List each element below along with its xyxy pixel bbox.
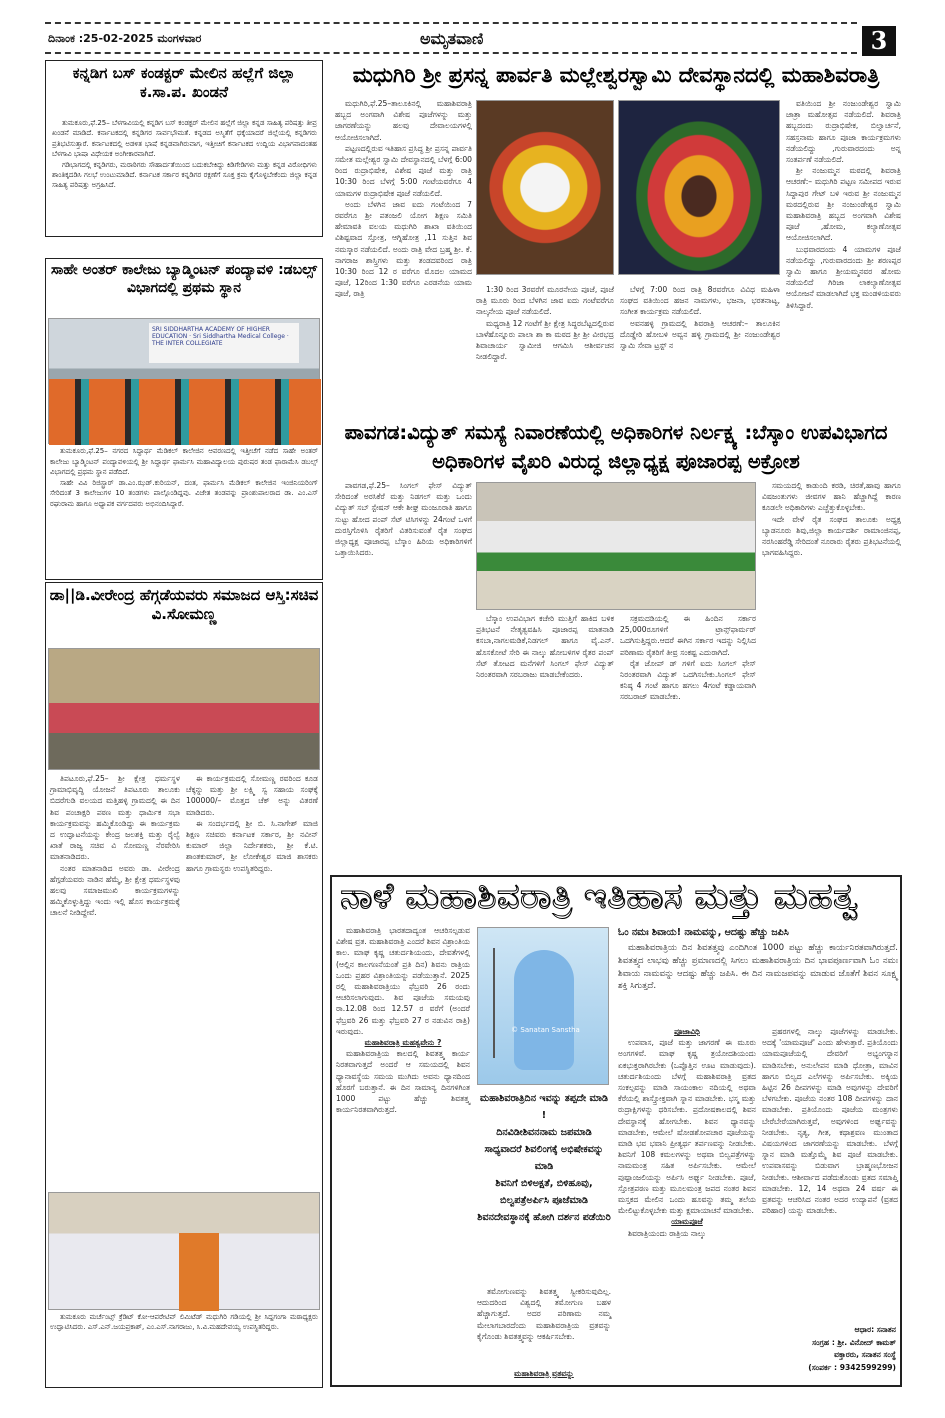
- photo-banner: SRI SIDDHARTHA ACADEMY OF HIGHER EDUCATION · Sri Siddhartha Medical College · THE INTER COLLEGIATE: [149, 323, 299, 363]
- subheading: ಯಾಮಪೂಜೆ: [671, 1217, 703, 1227]
- subheading: ಪೂಜಾವಿಧಿ: [674, 1027, 700, 1036]
- story-heggade-body-col1: [50, 773, 180, 1191]
- trident-icon: [493, 948, 495, 1058]
- shivaratri-callout: [477, 1090, 611, 1226]
- callout-line: ಶಿವನದೇವಸ್ಥಾನಕ್ಕೆ ಹೋಗಿ ದರ್ಶನ ಪಡೆಯಿರಿ: [477, 1212, 611, 1223]
- callout-line: ಮಹಾಶಿವರಾತ್ರಿದಿನ ಇವನ್ನು ತಪ್ಪದೇ ಮಾಡಿ !: [479, 1093, 609, 1121]
- paragraph: ಪಾವಗಡ,ಫೆ.25– ಸಿಂಗಲ್ ಫೇಸ್ ವಿದ್ಯುತ್ ಸೇರಿದಂತೆ ಅರಸಿಕೆರೆ ಮತ್ತು ನಿಡಗಲ್ ಮತ್ತು ಒಂದು ವಿದ್ಯುತ್ ಸಬ್ ಸ್ಟೇಷನ್ ಆಕೇ ಶೀಘ್ರ ಮಂಜೂರಾತಿ ಹಾಗೂ ಸುಟ್ಟು ಹೋದ ಪಂಪ್ ಸೆಟ್ ಟಿಸಿಗಳನ್ನು 24ಗಂಟೆ ಒಳಗೆ ದುರಸ್ತಿಗೊಳಿಸಿ ರೈತರಿಗೆ ವಿತರಿಸುವಂತೆ ರೈತ ಸಂಘದ ಜಿಲ್ಲಾಧ್ಯಕ್ಷ ಪೂಜಾರಪ್ಪ ಬೆಸ್ಕಾಂ ಹಿರಿಯ ಅಧಿಕಾರಿಗಳಿಗೆ ಒತ್ತಾಯಿಸಿದರು.: [335, 481, 472, 558]
- paragraph: ಈ ಸಂದರ್ಭದಲ್ಲಿ ಶ್ರೀ ಬಿ. ಸಿ.ನಾಗೇಶ್ ಮಾಜಿ ಶಿಕ್ಷಣ ಸಚಿವರು ಕರ್ನಾಟಕ ಸರ್ಕಾರ, ಶ್ರೀ ನವೀನ್ ಕುಮಾರ್ ಜಿಲ್ಲಾ ನಿರ್ದೇಶಕರು, ಶ್ರೀ ಕೆ.ಟಿ. ಶಾಂತಕುಮಾರ್, ಶ್ರೀ ಲೋಕೇಶ್ವರ ಮಾಜಿ ಶಾಸಕರು ಹಾಗೂ ಗ್ರಾಮಸ್ಥರು ಉಪಸ್ಥಿತರಿದ್ದರು.: [186, 818, 318, 873]
- compiler-credit: ಸಂಗ್ರಹ : ಶ್ರೀ. ವಿನೋದ್ ಕಾಮತ್: [812, 1337, 896, 1347]
- paragraph: ಪಟ್ಟಣದಲ್ಲಿರುವ ಇತಿಹಾಸ ಪ್ರಸಿದ್ಧ ಶ್ರೀ ಪ್ರಸನ್ನ ಪಾರ್ವತಿ ಸಮೇತ ಮಲ್ಲೇಶ್ವರ ಸ್ವಾಮಿ ದೇವಸ್ಥಾನದಲ್ಲಿ ಬೆಳಗ್ಗೆ 6:00 ರಿಂದ ರುದ್ರಾಭಿಷೇಕ, ವಿಶೇಷ ಪೂಜೆ ಮತ್ತು ರಾತ್ರಿ 10:30 ರಿಂದ ಬೆಳಗ್ಗೆ 5:00 ಗಂಟೆಯವರೆಗೂ 4 ಯಾಮಗಳ ರುದ್ರಾಭಿಷೇಕ ಪೂಜೆ ನಡೆಯಲಿದೆ.: [335, 143, 473, 198]
- photo-caption: [50, 1312, 318, 1386]
- newspaper-name: ಅಮೃತವಾಣಿ: [420, 29, 484, 48]
- shivaratri-col1-cont: [336, 1155, 470, 1383]
- image-watermark: © Sanatan Sanstha: [511, 1026, 580, 1034]
- story-madhugiri-col3: [620, 284, 780, 412]
- article-credits: [762, 1324, 896, 1374]
- paragraph: ಸಕ್ರಮದಡಿಯಲ್ಲಿ ಈ ಹಿಂದಿನ ಸರ್ಕಾರ 25,000ರೂಗಳಿಗೆ ಟ್ರಾನ್ಸ್‌ಫಾರ್ಮರ್ ಒದಗಿಸುತ್ತಿದ್ದರು.ಆದರೆ ಈಗಿನ ಸರ್ಕಾರ ಇದನ್ನು ನಿಲ್ಲಿಸಿದ ಪರಿಣಾಮ ರೈತರಿಗೆ ತೀವ್ರ ಸಂಕಷ್ಟ ಎದುರಾಗಿದೆ.: [620, 614, 756, 657]
- story-madhugiri-col1-cont: [335, 280, 472, 412]
- story-heggade-body-col2: [186, 773, 318, 1191]
- paragraph: ಸಮಯದಲ್ಲಿ ಕಾಡುಂದಿ ಕರಡಿ, ಚಿರತೆ,ಹಾವು ಹಾಗೂ ವಿಷಜಂತುಗಳು ಜೀವಗಳ ಹಾನಿ ಹೆಚ್ಚಾಗಿದ್ದೆ ಕಾರಣ ಕೂಡಲೇ ಅಧಿಕಾರಿಗಳು ಎಚ್ಚೆತ್ತುಕೊಳ್ಳಬೇಕು.: [762, 481, 901, 513]
- story-pavagada-col1: [335, 480, 472, 870]
- story-madhugiri-col4: [786, 98, 901, 413]
- cooperative-inauguration-photo: [48, 1192, 320, 1310]
- paragraph: ಮಹಾಶಿವರಾತ್ರಿಯ ದಿನ ಶಿವತತ್ತ್ವವು ಎಂದಿಗಿಂತ 1000 ಪಟ್ಟು ಹೆಚ್ಚು ಕಾರ್ಯನಿರತವಾಗಿರುತ್ತದೆ. ಶಿವತತ್ತ್ವದ ಲಾಭವು ಹೆಚ್ಚು ಪ್ರಮಾಣದಲ್ಲಿ ಸಿಗಲು ಮಹಾಶಿವರಾತ್ರಿಯ ದಿನ ಭಾವಪೂರ್ಣವಾಗಿ ಓಂ ನಮಃ ಶಿವಾಯ ನಾಮವನ್ನು ಆದಷ್ಟು ಹೆಚ್ಚು ಜಪಿಸಿ. ಈ ದಿನ ನಾಮಜಪವನ್ನು ಮಾಡುವ ಜೊತೆಗೆ ಶಿವನ ಸೂಕ್ಷ್ಮ ಶಕ್ತಿ ಸಿಗುತ್ತದೆ.: [618, 943, 898, 992]
- story-pavagada-col3: [620, 613, 756, 871]
- deity-linga-photo: [476, 100, 614, 275]
- issue-date: ದಿನಾಂಕ :25-02-2025 ಮಂಗಳವಾರ: [48, 32, 202, 45]
- paragraph: ಪ್ರಹರಗಳಲ್ಲಿ ನಾಲ್ಕು ಪೂಜೆಗಳನ್ನು ಮಾಡಬೇಕು. ಅದಕ್ಕೆ 'ಯಾಮಪೂಜೆ' ಎಂದು ಹೇಳುತ್ತಾರೆ. ಪ್ರತಿಯೊಂದು ಯಾಮಪೂಜೆಯಲ್ಲಿ ದೇವರಿಗೆ ಅಭ್ಯಂಗಸ್ನಾನ ಮಾಡಿಸಬೇಕು, ಅನುಲೇಪನ ಮಾಡಿ ಧೋತ್ರಾ, ಮಾವಿನ ಹಾಗೂ ಬಿಲ್ವದ ಎಲೆಗಳನ್ನು ಅರ್ಪಿಸಬೇಕು. ಅಕ್ಕಿಯ ಹಿಟ್ಟಿನ 26 ದೀಪಗಳನ್ನು ಮಾಡಿ ಅವುಗಳನ್ನು ದೇವರಿಗೆ ಬೆಳಗಬೇಕು. ಪೂಜೆಯ ನಂತರ 108 ದೀಪಗಳನ್ನು ದಾನ ಮಾಡಬೇಕು. ಪ್ರತಿಯೊಂದು ಪೂಜೆಯ ಮಂತ್ರಗಳು ಬೇರೆಬೇರೆಯಾಗಿರುತ್ತವೆ, ಅವುಗಳಿಂದ ಅರ್ಘ್ಯವನ್ನು ನೀಡಬೇಕು. ನೃತ್ಯ, ಗೀತ, ಕಥಾಶ್ರವಣ ಮುಂತಾದ ವಿಷಯಗಳಿಂದ ಜಾಗರಣೆಯನ್ನು ಮಾಡಬೇಕು. ಬೆಳಗ್ಗೆ ಸ್ನಾನ ಮಾಡಿ ಮತ್ತೊಮ್ಮೆ ಶಿವ ಪೂಜೆ ಮಾಡಬೇಕು. ಉಪವಾಸವನ್ನು ಬಿಡುವಾಗ ಬ್ರಾಹ್ಮಣಭೋಜನ ನೀಡಬೇಕು. ಆಶೀರ್ವಾದ ಪಡೆದುಕೊಂಡು ವ್ರತದ ಸಮಾಪ್ತಿ ಮಾಡಬೇಕು. 12, 14 ಅಥವಾ 24 ವರ್ಷ ಈ ವ್ರತವನ್ನು ಆಚರಿಸಿದ ನಂತರ ಅದರ ಉದ್ಯಾಪನೆ (ವ್ರತದ ಪರಿಹಾರ) ಯನ್ನು ಮಾಡಬೇಕು.: [762, 1027, 898, 1216]
- paragraph: ಶ್ರೀ ನಂಜುಮ್ಮನ ಮಠದಲ್ಲಿ ಶಿವರಾತ್ರಿ ಆಚರಣೆ:– ಮಧುಗಿರಿ ಪಟ್ಟಣ ಸಮೀಪದ ಇರುವ ಸಿದ್ದಾಪುರ ಗೇಟ್ ಬಳಿ ಇರುವ ಶ್ರೀ ನಂಜುಮ್ಮನ ಮಠದಲ್ಲಿರುವ ಶ್ರೀ ನಂಜುಂಡೇಶ್ವರ ಸ್ವಾಮಿ ಮಹಾಶಿವರಾತ್ರಿ ಹಬ್ಬದ ಅಂಗವಾಗಿ ವಿಶೇಷ ಪೂಜೆ ,ಹೋಮ, ಕಲ್ಯಾಣೋತ್ಸವ ಆಯೋಜಿಸಲಾಗಿದೆ.: [786, 166, 901, 243]
- paragraph: ರೈತ ಜೋಪ್ ಡ್ ಗಳಿಗೆ ಐದು ಸಿಂಗಲ್ ಫೇಸ್ ನಿರಂತರವಾಗಿ ವಿದ್ಯುತ್ ಒದಗಿಸಬೇಕು.ಸಿಂಗಲ್ ಫೇಸ್ ಕನಿಷ್ಠ 4 ಗಂಟೆ ಹಾಗೂ ಹಗಲು 4ಗಂಟೆ ಕಡ್ಡಾಯವಾಗಿ ಸರಬರಾಜ್ ಮಾಡಬೇಕು.: [620, 658, 756, 702]
- callout-line: ದಿನವಿಡೀಶಿವನನಾಮ ಜಪಮಾಡಿ: [496, 1127, 592, 1138]
- paragraph: ಅವನಹಳ್ಳಿ ಗ್ರಾಮದಲ್ಲಿ ಶಿವರಾತ್ರಿ ಆಚರಣೆ:– ತಾಲೂಕಿನ ದೊಡ್ಡೇರಿ ಹೋಬಳಿ ಅವ್ವನ ಹಳ್ಳಿ ಗ್ರಾಮದಲ್ಲಿ ಶ್ರೀ ನಂಜುಂಡೇಶ್ವರ ಸ್ವಾಮಿ ಸೇವಾ ಟ್ರಸ್ಟ್ ನ: [620, 318, 780, 351]
- badminton-team-photo: [48, 318, 320, 444]
- paragraph: ಗಡಿಭಾಗದಲ್ಲಿ ಕನ್ನಡಿಗರು, ಮರಾಠಿಗರು ಸೌಹಾರ್ದತೆಯಿಂದ ಬದುಕಬೇಕಿದ್ದು ಕಿಡಿಗೇಡಿಗಳು ಮತ್ತು ಕನ್ನಡ ವಿರೋಧಿಗಳು ಶಾಂತಿಕ್ಕದಡಿಸಿ ಗಲಭೆ ಉಂಟುಮಾಡಿದೆ. ಕರ್ನಾಟಕ ಸರ್ಕಾರ ಕನ್ನಡಿಗರ ರಕ್ಷಣೆಗೆ ಸೂಕ್ತ ಕ್ರಮ ಕೈಗೊಳ್ಳಬೇಕೆಂದು ಜಿಲ್ಲಾ ಕನ್ನಡ ಸಾಹಿತ್ಯ ಪರಿಷತ್ತು ಅಗ್ರಹಿಸಿದೆ.: [52, 160, 317, 190]
- paragraph: ತುಮಕೂರು,ಫೆ.25– ಬೆಳಗಾವಿಯಲ್ಲಿ ಕನ್ನಡಿಗ ಬಸ್ ಕಂಡಕ್ಟರ್ ಮೇಲಿನ ಹಲ್ಲೆಗೆ ಜಿಲ್ಲಾ ಕನ್ನಡ ಸಾಹಿತ್ಯ ಪರಿಷತ್ತು ತೀವ್ರ ಖಂಡನೆ ಮಾಡಿದೆ. ಕರ್ನಾಟಕದಲ್ಲಿ ಕನ್ನಡಿಗರ ಸಾರ್ವಭೌಮತೆ. ಕನ್ನಡದ ಅಸ್ಮಿತೆಗೆ ಧಕ್ಕೆಯಾದರೆ ಜಿಲ್ಲೆಯಲ್ಲಿ ಕನ್ನಡಿಗರು ಪ್ರತಿಭಟಿಸುತ್ತಾರೆ. ಕರ್ನಾಟಕದಲ್ಲಿ ಅಡಳಿತ ಭಾಷೆ ಕನ್ನಡವಾಗಿರುವಾಗ, ಇತ್ತೀಚಿಗೆ ಕರ್ನಾಟಕದ ಉದ್ದಿಯ ವಿಭಾಗವಾದಂತಹ ಬೆಳಗಾವಿ ಭಾಷಾ ವಿಧೇಯಕ ಅಂಗೀಕಾರವಾಗಿದೆ.: [52, 119, 317, 159]
- story-madhugiri-headline: ಮಧುಗಿರಿ ಶ್ರೀ ಪ್ರಸನ್ನ ಪಾರ್ವತಿ ಮಲ್ಲೇಶ್ವರಸ್ವಾಮಿ ದೇವಸ್ಥಾನದಲ್ಲಿ ಮಹಾಶಿವರಾತ್ರಿ: [352, 63, 880, 87]
- paragraph: ಬುಧವಾರದಂದು 4 ಯಾಮಗಳ ಪೂಜೆ ನಡೆಯಲಿದ್ದು ,ಗುರುವಾರದಂದು ಶ್ರೀ ಶರಣಪ್ಪರ ಸ್ವಾಮಿ ಹಾಗೂ ಶ್ರೀಯಮ್ಮನವರ ಹೋಮ ನಡೆಯಲಿದೆ ಗಿರಿಜಾ ಲಾಕಲ್ಯಾಣೋತ್ಸವ ಆಯೋಜನೆ ಮಾಡಲಾಗಿದೆ ಭಕ್ತ ಮಂಡಳಿಯವರು ತಿಳಿಸಿದ್ದಾರೆ.: [786, 244, 901, 310]
- contact-number: (ಸಂಪರ್ಕ : 9342599299): [808, 1362, 896, 1372]
- shiva-meditating-image: [477, 927, 609, 1085]
- shivaratri-col3: [618, 1026, 756, 1386]
- story-pavagada-headline: ಪಾವಗಡ:ವಿದ್ಯುತ್ ಸಮಸ್ಯೆ ನಿವಾರಣೆಯಲ್ಲಿ ಅಧಿಕಾರಿಗಳ ನಿರ್ಲಕ್ಷ್ಯ :ಬೆಸ್ಕಾಂ ಉಪವಿಭಾಗದ ಅಧಿಕಾರಿಗಳ ವೈಖರಿ ವಿರುದ್ಧ ಜಿಲ್ಲಾಧ್ಯಕ್ಷ ಪೂಜಾರಪ್ಪ ಅಕ್ರೋಶ: [344, 421, 888, 473]
- shiva-figure: [514, 950, 574, 1070]
- story-heggade-headline: ಡಾ||ಡಿ.ವೀರೇಂದ್ರ ಹೆಗ್ಗಡೆಯವರು ಸಮಾಜದ ಆಸ್ತಿ:ಸಚಿವ ವಿ.ಸೋಮಣ್ಣ: [49, 586, 319, 623]
- story-badminton-body: [50, 446, 318, 578]
- story-badminton-headline: ಸಾಹೇ ಅಂತರ್ ಕಾಲೇಜು ಬ್ಯಾಡ್ಮಿಂಟನ್ ಪಂದ್ಯಾವಳಿ :ಡಬಲ್ಸ್ ವಿಭಾಗದಲ್ಲಿ ಪ್ರಥಮ ಸ್ಥಾನ: [50, 262, 318, 296]
- story-kasapa-body: [52, 118, 317, 233]
- callout-line: ಸಾಧ್ಯವಾದರೆ ಶಿವಲಿಂಗಕ್ಕೆ ಅಭಿಷೇಕವನ್ನು ಮಾಡಿ: [484, 1144, 604, 1172]
- shivaratri-col2: [477, 1286, 611, 1366]
- story-madhugiri-col2: [476, 284, 614, 412]
- paragraph: ಉಪವಾಸ, ಪೂಜೆ ಮತ್ತು ಜಾಗರಣೆ ಈ ಮೂರು ಅಂಗಗಳಿವೆ. ಮಾಘ ಕೃಷ್ಣ ತ್ರಯೋದಶಿಯಂದು ಏಕಭುಕ್ತರಾಗಿರಬೇಕು (ಒಪ್ಪೊತ್ತಿನ ಊಟ ಮಾಡುವುದು). ಚತುರ್ದಶಿಯಂದು ಬೆಳಗ್ಗೆ ಮಹಾಶಿವರಾತ್ರಿ ವ್ರತದ ಸಂಕಲ್ಪವನ್ನು ಮಾಡಿ ಸಾಯಂಕಾಲ ನದಿಯಲ್ಲಿ ಅಥವಾ ಕೆರೆಯಲ್ಲಿ ಶಾಸ್ತ್ರೋಕ್ತವಾಗಿ ಸ್ನಾನ ಮಾಡಬೇಕು. ಭಸ್ಮ ಮತ್ತು ರುದ್ರಾಕ್ಷಿಗಳನ್ನು ಧರಿಸಬೇಕು. ಪ್ರದೋಷಕಾಲದಲ್ಲಿ ಶಿವನ ದೇವಸ್ಥಾನಕ್ಕೆ ಹೋಗಬೇಕು. ಶಿವನ ಧ್ಯಾನವನ್ನು ಮಾಡಬೇಕು, ಆಮೇಲೆ ಷೋಡಶೋಪಚಾರ ಪೂಜೆಯನ್ನು ಮಾಡಿ ಭವ ಭವಾನಿ ಪ್ರೀತ್ಯರ್ಥ ತರ್ಪಣವನ್ನು ನೀಡಬೇಕು. ಶಿವನಿಗೆ 108 ಕಮಲಗಳನ್ನು ಅಥವಾ ಬಿಲ್ವಪತ್ರೆಗಳನ್ನು ನಾಮಮಂತ್ರ ಸಹಿತ ಅರ್ಪಿಸಬೇಕು. ಆಮೇಲೆ ಪುಷ್ಪಾಂಜಲಿಯನ್ನು ಅರ್ಪಿಸಿ ಅರ್ಘ್ಯ ನೀಡಬೇಕು. ಪೂಜೆ, ಸ್ತೋತ್ರಪಠಣ ಮತ್ತು ಮೂಲಮಂತ್ರ ಜಪದ ನಂತರ ಶಿವನ ಮಸ್ತಕದ ಮೇಲಿನ ಒಂದು ಹೂವನ್ನು ತಮ್ಮ ತಲೆಯ ಮೇಲಿಟ್ಟುಕೊಳ್ಳಬೇಕು ಮತ್ತು ಕ್ಷಮಾಯಾಚನೆ ಮಾಡಬೇಕು.: [618, 1038, 756, 1216]
- paragraph: ಇದೇ ವೇಳೆ ರೈತ ಸಂಘದ ತಾಲೂಕು ಅಧ್ಯಕ್ಷ ಬ್ಯಾಡನೂರು ಶಿವು,ಜಿಲ್ಲಾ ಕಾರ್ಯದರ್ಶಿ ರಾಮಾಂಜಿನಪ್ಪ, ನರಸಿಂಹರೆಡ್ಡಿ ಸೇರಿದಂತೆ ನೂರಾರು ರೈತರು ಪ್ರತಿಭಟನೆಯಲ್ಲಿ ಭಾಗವಹಿಸಿದ್ದರು.: [762, 514, 901, 558]
- paragraph: ತುಮಕೂರು,ಫೆ.25– ನಗರದ ಸಿದ್ಧಾರ್ಥ ಮೆಡಿಕಲ್ ಕಾಲೇಜಿನ ಆವರಣದಲ್ಲಿ ಇತ್ತೀಚೆಗೆ ನಡೆದ ಸಾಹೇ ಅಂತರ್ ಕಾಲೇಜು ಬ್ಯಾಡ್ಮಿಂಟನ್ ಪಂದ್ಯಾವಳಿಯಲ್ಲಿ ಶ್ರೀ ಸಿದ್ಧಾರ್ಥ ಫಾರ್ಮಸಿ ಮಹಾವಿದ್ಯಾಲಯ ಪುರುಷರ ತಂಡ ಫಾರಾಮೆಸಿ ಡಬಲ್ಸ್ ವಿಭಾಗದಲ್ಲಿ ಪ್ರಥಮ ಸ್ಥಾನ ಪಡೆದಿದೆ.: [50, 447, 318, 477]
- paragraph: ಬೆಸ್ಕಾಂ ಉಪವಿಭಾಗ ಕಚೇರಿ ಮುತ್ತಿಗೆ ಹಾಕಿದ ಬಳಿಕ ಪ್ರತಿಭಟನೆ ನೇತೃತ್ವವಹಿಸಿ ಪೂಜಾರಪ್ಪ ಮಾತನಾಡಿ ಕಸಬಾ,ನಾಗಲಮಡಿಕೆ,ನಿಡಗಲ್ ಹಾಗೂ ವೈ.ಎನ್. ಹೊಸಕೋಟೆ ಸೇರಿ ಈ ನಾಲ್ಕು ಹೋಬಳಿಗಳ ರೈತರ ಪಂಪ್ ಸೆಟ್ ತೋಟದ ಮನೆಗಳಿಗೆ ಸಿಂಗಲ್ ಫೇಸ್ ವಿದ್ಯುತ್ ನಿರಂತರವಾಗಿ ಸರಬರಾಜು ಮಾಡಬೇಕೆಂದರು.: [476, 614, 614, 680]
- paragraph: ಮಧ್ಯರಾತ್ರಿ 12 ಗಂಟೆಗೆ ಶ್ರೀ ಕ್ಷೇತ್ರ ಸಿದ್ಧರಬೆಟ್ಟದಲ್ಲಿರುವ ಬಾಳೆಹೊನ್ನೂರು ಪಾಲಾ ಶಾ ಕಾ ಮಠದ ಶ್ರೀ ಶ್ರೀ ವೀರಭದ್ರ ಶಿವಾಚಾರ್ಯ ಸ್ವಾಮೀಜಿ ಆಗಮಿಸಿ ಆಶೀರ್ವಚನ ನೀಡಲಿದ್ದಾರೆ.: [476, 318, 614, 362]
- paragraph: ನಂತರ ಮಾತನಾಡಿದ ಅವರು ಡಾ. ವೀರೇಂದ್ರ ಹೆಗ್ಗಡೆಯವರು ನಾಡಿನ ಹೆಮ್ಮೆ, ಶ್ರೀ ಕ್ಷೇತ್ರ ಧರ್ಮಸ್ಥಳವು ಹಲವು ಸಮಾಜಮುಖಿ ಕಾರ್ಯಕ್ರಮಗಳನ್ನು ಹಮ್ಮಿಕೊಳ್ಳುತ್ತಿದ್ದು ಇಂದು ಇಲ್ಲಿ ಹೊಸ ಕಾರ್ಯಕ್ರಮಕ್ಕೆ ಚಾಲನೆ ನೀಡಿದ್ದೇವೆ.: [50, 863, 180, 918]
- subheading: ಮಹಾಶಿವರಾತ್ರಿ ವ್ರತವನ್ನು: [514, 1369, 574, 1378]
- paragraph: ಶಿವರಾತ್ರಿಯಂದು ರಾತ್ರಿಯ ನಾಲ್ಕು: [628, 1228, 706, 1238]
- protest-photo: [476, 482, 756, 610]
- paragraph: ಸಾಹೇ ವಿವಿ ರಿಜಿಸ್ಟ್ರಾರ್ ಡಾ.ಎಂ.ಝಡ್.ಕುರಿಯನ್, ದಂತ, ಫಾರ್ಮಸಿ ಮೆಡಿಕಲ್ ಕಾಲೇಜಿನ ಇಂಜಿನಿಯರಿಂಗ್ ಸೇರಿದಂತೆ 3 ಕಾಲೇಜುಗಳ 10 ತಂಡಗಳು ಪಾಲ್ಗೊಂಡಿದ್ದವು. ವಿಜೇತ ತಂಡವನ್ನು ಪ್ರಾಂಶುಪಾಲರಾದ ಡಾ. ಎಂ.ಎಸ್ ರಘುರಾಮ ಹಾಗೂ ಅಧ್ಯಾಪಕ ವರ್ಗದವರು ಅಭಿನಂದಿಸಿದ್ದಾರೆ.: [50, 478, 318, 508]
- shivaratri-intro: [618, 942, 898, 1022]
- story-pavagada-col4: [762, 480, 901, 870]
- paragraph: ಮಹಾಶಿವರಾತ್ರಿ ಭಾರತದಾದ್ಯಂತ ಆಚರಿಸಲ್ಪಡುವ ವಿಶೇಷ ವ್ರತ. ಮಹಾಶಿವರಾತ್ರಿ ಎಂದರೆ ಶಿವನ ವಿಶ್ರಾಂತಿಯ ಕಾಲ. ಮಾಘ ಕೃಷ್ಣ ಚತುರ್ದಶಿಯಂದು, ದೇವತೆಗಳಲ್ಲಿ (ಆಲ್ಲಿನ ಕಾಲಗಣನೆಯಂತೆ ಪ್ರತಿ ದಿನ) ಶಿವನು ರಾತ್ರಿಯ ಒಂದು ಪ್ರಹರ ವಿಶ್ರಾಂತಿಯನ್ನು ಪಡೆಯುತ್ತಾನೆ. 2025 ರಲ್ಲಿ ಮಹಾಶಿವರಾತ್ರಿಯು ಫೆಬ್ರವರಿ 26 ರಂದು ಆಚರಿಸಲಾಗುವುದು. ಶಿವ ಪೂಜೆಯ ಸಮಯವು ರಾ.12.08 ರಿಂದ 12.57 ರ ವರೆಗೆ (ಅಂದರೆ ಫೆಬ್ರವರಿ 26 ಮತ್ತು ಫೆಬ್ರವರಿ 27 ರ ನಡುವಿನ ರಾತ್ರಿ) ಇರುವುದು.: [336, 926, 470, 1036]
- masthead-rule-bottom: [45, 52, 857, 54]
- lamp-lighting-photo: [48, 648, 320, 770]
- story-pavagada-col2: [476, 613, 614, 871]
- swamiji: [179, 1233, 219, 1311]
- paragraph: ಬೆಳಗ್ಗೆ 7:00 ರಿಂದ ರಾತ್ರಿ 8ರವರೆಗೂ ವಿವಿಧ ಮಹಿಳಾ ಸಂಘದ ವತಿಯಿಂದ ಹಜನ ನಾಮಗಳು, ಭಜನಾ, ಭರತನಾಟ್ಯ, ಸಂಗೀತ ಕಾರ್ಯಕ್ರಮ ನಡೆಯಲಿದೆ.: [620, 285, 780, 317]
- paragraph: ಮಹಾಶಿವರಾತ್ರಿಯ ಕಾಲದಲ್ಲಿ ಶಿವತತ್ತ್ವ ಕಾರ್ಯ ನಿರತವಾಗುತ್ತದೆ ಅಂದರೆ ಆ ಸಮಯದಲ್ಲಿ ಶಿವನ ಧ್ಯಾನಾವಸ್ಥೆಯ ಸಮಯ ಮುಗಿದು ಅವನು ಧ್ಯಾನದಿಂದ ಹೊರಗೆ ಬರುತ್ತಾನೆ. ಈ ದಿನ ಸಾಮಾನ್ಯ ದಿನಗಳಿಗಿಂತ 1000 ಪಟ್ಟು ಹೆಚ್ಚು ಶಿವತತ್ತ್ವ ಕಾರ್ಯನಿರತವಾಗಿರುತ್ತದೆ.: [336, 1049, 470, 1115]
- paragraph: ತಿಪಟೂರು,ಫೆ.25– ಶ್ರೀ ಕ್ಷೇತ್ರ ಧರ್ಮಸ್ಥಳ ಗ್ರಾಮಾಭಿವೃದ್ಧಿ ಯೋಜನೆ ತಿಪಟೂರು ತಾಲೂಕು ಬಿದರೆಗುಡಿ ವಲಯದ ಮತ್ತಿಹಳ್ಳಿ ಗ್ರಾಮದಲ್ಲಿ ಈ ದಿನ ಶಿವ ಪಂಚಾಕ್ಷರಿ ಪಠಣ ಮತ್ತು ಧಾರ್ಮಿಕ ಸಭಾ ಕಾರ್ಯಕ್ರಮವನ್ನು ಹಮ್ಮಿಕೊಂಡಿದ್ದು ಈ ಕಾರ್ಯಕ್ರಮ ದ ಉದ್ಘಾಟನೆಯನ್ನು ಕೇಂದ್ರ ಜಲಶಕ್ತಿ ಮತ್ತು ರೈಲ್ವೆ ಖಾತೆ ರಾಜ್ಯ ಸಚಿವ ವಿ ಸೋಮಣ್ಣ ನೆರವೇರಿಸಿ ಮಾತನಾಡಿದರು.: [50, 774, 180, 862]
- paragraph: ಅಂದು ಬೆಳಗಿನ ಜಾವ ಐದು ಗಂಟೆಯಿಂದ 7 ರವರೆಗೂ ಶ್ರೀ ಪತಂಜಲಿ ಯೋಗ ಶಿಕ್ಷಣ ಸಮಿತಿ ಹೇಮಾವತಿ ವಲಯ ಮಧುಗಿರಿ ಶಾಖಾ ವತಿಯಿಂದ ವಿಶಿಷ್ಟವಾದ ಸ್ತೋತ್ರ, ಆಗ್ನಿಹೋತ್ರ ,11 ಸುತ್ತಿನ ಶಿವ ನಮಸ್ಕಾರ ನಡೆಯಲಿದೆ. ಅಂದು ರಾತ್ರಿ ವೇದ ಬ್ರಹ್ಮ ಶ್ರೀ. ಕೆ. ನಾಗರಾಜ ಶಾಸ್ತ್ರಿಗಳು ಮತ್ತು ತಂಡದವರಿಂದ ರಾತ್ರಿ 10:30 ರಿಂದ 12 ರ ವರೆಗೂ ಮೊದಲ ಯಾಮದ ಪೂಜೆ, 12ರಿಂದ 1:30 ವರೆಗೂ ಎರಡನೆಯ ಯಾಮ ಪೂಜೆ, ರಾತ್ರಿ: [335, 199, 472, 299]
- paragraph: ಮಧುಗಿರಿ,ಫೆ.25–ತಾಲೂಕಿನಲ್ಲಿ ಮಹಾಶಿವರಾತ್ರಿ ಹಬ್ಬದ ಅಂಗವಾಗಿ ವಿಶೇಷ ಪೂಜೆಗಳನ್ನು ಮತ್ತು ಜಾಗರಣೆಯನ್ನು ಹಲವು ದೇವಾಲಯಗಳಲ್ಲಿ ಆಯೋಜಿಸಲಾಗಿದೆ.: [335, 99, 472, 142]
- page-number: 3: [862, 26, 896, 56]
- paragraph: ಈ ಕಾರ್ಯಕ್ರಮದಲ್ಲಿ ಸೋಮಣ್ಣ ರವರಿಂದ ಕೂಡ ಚೆಕ್ಕನ್ನು ಮತ್ತು ಶ್ರೀ ಲಕ್ಷ್ಮಿ ಸ್ವ ಸಹಾಯ ಸಂಘಕ್ಕೆ 100000/– ಮೊತ್ತದ ಚೆಕ್ ಅನ್ನು ವಿತರಣೆ ಮಾಡಿದರು.: [186, 774, 318, 817]
- story-shivaratri-headline: ನಾಳೆ ಮಹಾಶಿವರಾತ್ರಿ ಇತಿಹಾಸ ಮತ್ತು ಮಹತ್ವ: [340, 876, 859, 917]
- deity-idol-photo: [618, 100, 780, 275]
- compiler-role: ವಕ್ತಾರರು, ಸನಾತನ ಸಂಸ್ಥೆ: [834, 1350, 896, 1359]
- subheading: ಮಹಾಶಿವರಾತ್ರಿ ಮಹತ್ವವೇನು ?: [364, 1038, 442, 1048]
- shivaratri-col1: [336, 925, 470, 1155]
- callout-line: ಶಿವನಿಗೆ ಬಿಳಿಅಕ್ಷತೆ, ಬಿಳಿಹೂವು, ಬಿಲ್ವಪತ್ರೆಅರ್ಪಿಸಿ ಪೂಜೆಮಾಡಿ: [495, 1178, 593, 1206]
- players: [49, 379, 321, 445]
- source-credit: ಆಧಾರ: ಸನಾತನ: [854, 1325, 896, 1334]
- story-kasapa-headline: ಕನ್ನಡಿಗ ಬಸ್ ಕಂಡಕ್ಟರ್ ಮೇಲಿನ ಹಲ್ಲೆಗೆ ಜಿಲ್ಲಾ ಕ.ಸಾ.ಪ. ಖಂಡನೆ: [72, 64, 296, 101]
- caption-text: ತುಮಕೂರು ಮರ್ಚೆಂಟ್ಸ್ ಕ್ರೆಡಿಟ್ ಕೋ-ಆಪರೇಟಿವ್ ಲಿಮಿಟೆಡ್ ಮಧುಗಿರಿ ಗಡಿಯಲ್ಲಿ ಶ್ರೀ ಸಿದ್ದಗಂಗಾ ಮಠಾಧ್ಯಕ್ಷರು ಉದ್ಘಾಟಿಸಿದರು. ಎಸ್.ಎನ್.ಜಯಪ್ರಕಾಶ್, ಎಂ.ಎಸ್.ನಾಗರಾಜು, ಸಿ.ವಿ.ಮಹದೇವಯ್ಯ ಉಪಸ್ಥಿತರಿದ್ದರು.: [50, 1313, 318, 1332]
- masthead-rule-top: [45, 22, 857, 24]
- paragraph: ವತಿಯಿಂದ ಶ್ರೀ ನಂಜುಂಡೇಶ್ವರ ಸ್ವಾಮಿ ಜಾತ್ರಾ ಮಹೋತ್ಸವ ನಡೆಯಲಿದೆ. ಶಿವರಾತ್ರಿ ಹಬ್ಬದಂದು ರುದ್ರಾಭಿಷೇಕ, ಬಿಲ್ವಾರ್ಚನೆ, ಸಹಸ್ರನಾಮ ಹಾಗೂ ಪೂಜಾ ಕಾರ್ಯಕ್ರಮಗಳು ನಡೆಯಲಿದ್ದು ,ಗುರುವಾರದಂದು ಅನ್ನ ಸಂತರ್ಪಣೆ ನಡೆಯಲಿದೆ.: [786, 99, 901, 165]
- om-namah-shivaya-heading: ಓಂ ನಮಃ ಶಿವಾಯ! ನಾಮವನ್ನು, ಆದಷ್ಟು ಹೆಚ್ಚು ಜಪಿಸಿ: [618, 927, 789, 938]
- paragraph: 1:30 ರಿಂದ 3ರವರೆಗೆ ಮೂರನೇಯ ಪೂಜೆ, ಪೂಜೆ ರಾತ್ರಿ ಮೂರು ರಿಂದ ಬೆಳಗಿನ ಜಾವ ಐದು ಗಂಟೆವರೆಗೂ ನಾಲ್ಕನೇಯ ಪೂಜೆ ನಡೆಯಲಿದೆ.: [476, 285, 614, 317]
- story-madhugiri-col1: [335, 98, 473, 299]
- shivaratri-col4: [762, 1026, 898, 1322]
- paragraph: ತಮೋಗುಣವನ್ನು ಶಿವತತ್ತ್ವ ಸ್ವೀಕರಿಸುವುದಿಲ್ಲ. ಆದುದರಿಂದ ವಿಶ್ವದಲ್ಲಿ ತಮೋಗುಣ ಬಹಳ ಹೆಚ್ಚಾಗುತ್ತದೆ. ಅದರ ಪರಿಣಾಮ ನಮ್ಮ ಮೇಲಾಗಬಾರದೆಂದು ಮಹಾಶಿವರಾತ್ರಿಯ ವ್ರತವನ್ನು ಕೈಗೊಂಡು ಶಿವತತ್ತ್ವವನ್ನು ಆಕರ್ಷಿಸಬೇಕು.: [477, 1287, 611, 1341]
